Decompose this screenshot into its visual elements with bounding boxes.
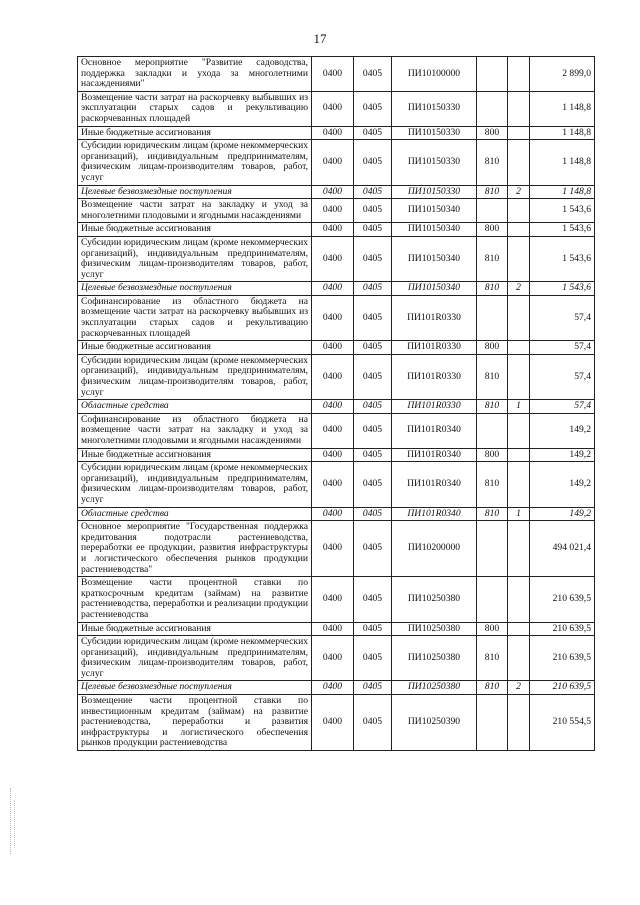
target-article-cell: ПИ101R0330 — [392, 400, 477, 414]
amount-cell: 1 148,8 — [530, 185, 595, 199]
target-article-cell: ПИ101R0340 — [392, 413, 477, 448]
table-row — [78, 57, 595, 92]
amount-cell: 2 899,0 — [530, 57, 595, 92]
target-article-cell: ПИ10150330 — [392, 126, 477, 140]
row-name-cell: Иные бюджетные ассигнования — [78, 622, 312, 636]
table-row — [78, 622, 595, 636]
expense-type-cell — [477, 521, 508, 577]
section-code-cell: 0400 — [312, 400, 354, 414]
amount-cell: 210 639,5 — [530, 577, 595, 622]
table-row — [78, 223, 595, 237]
table-row — [78, 354, 595, 399]
section-code-cell: 0400 — [312, 413, 354, 448]
source-cell — [508, 622, 530, 636]
target-article-cell: ПИ10150340 — [392, 282, 477, 296]
table-row — [78, 282, 595, 296]
row-name-cell: Субсидии юридическим лицам (кроме некоммерческих организаций), индивидуальным предпринимателям, физическим лицам-производителям товаров, работ, услуг — [78, 236, 312, 281]
table-row — [78, 341, 595, 355]
table-row — [78, 507, 595, 521]
target-article-cell: ПИ10150330 — [392, 91, 477, 126]
section-code-cell: 0400 — [312, 57, 354, 92]
source-cell — [508, 295, 530, 340]
expense-type-cell — [477, 695, 508, 751]
target-article-cell: ПИ101R0330 — [392, 354, 477, 399]
section-code-cell: 0400 — [312, 199, 354, 223]
amount-cell: 57,4 — [530, 400, 595, 414]
row-name-cell: Возмещение части затрат на закладку и уход за многолетними плодовыми и ягодными насаждениями — [78, 199, 312, 223]
expense-type-cell: 800 — [477, 341, 508, 355]
amount-cell: 1 148,8 — [530, 126, 595, 140]
target-article-cell: ПИ10150340 — [392, 199, 477, 223]
row-name-cell: Возмещение части процентной ставки по инвестиционным кредитам (займам) на развитие растениеводства, переработки и развития инфраструктуры и логистического обеспечения рынков продукции растениеводства — [78, 695, 312, 751]
subsection-code-cell: 0405 — [354, 91, 392, 126]
subsection-code-cell: 0405 — [354, 295, 392, 340]
section-code-cell: 0400 — [312, 295, 354, 340]
target-article-cell: ПИ10150340 — [392, 236, 477, 281]
page-number: 17 — [313, 31, 327, 46]
table-row — [78, 140, 595, 185]
subsection-code-cell: 0405 — [354, 236, 392, 281]
section-code-cell: 0400 — [312, 185, 354, 199]
expense-type-cell: 810 — [477, 462, 508, 507]
target-article-cell: ПИ10150330 — [392, 185, 477, 199]
source-cell — [508, 413, 530, 448]
row-name-cell: Иные бюджетные ассигнования — [78, 126, 312, 140]
target-article-cell: ПИ101R0340 — [392, 507, 477, 521]
source-cell — [508, 126, 530, 140]
row-name-cell: Субсидии юридическим лицам (кроме некоммерческих организаций), индивидуальным предпринимателям, физическим лицам-производителям товаров, работ, услуг — [78, 636, 312, 681]
row-name-cell: Целевые безвозмездные поступления — [78, 282, 312, 296]
expense-type-cell: 810 — [477, 185, 508, 199]
section-code-cell: 0400 — [312, 140, 354, 185]
amount-cell: 57,4 — [530, 354, 595, 399]
expense-type-cell: 810 — [477, 681, 508, 695]
table-row — [78, 681, 595, 695]
expense-type-cell: 810 — [477, 400, 508, 414]
section-code-cell: 0400 — [312, 681, 354, 695]
table-row — [78, 185, 595, 199]
section-code-cell: 0400 — [312, 223, 354, 237]
amount-cell: 210 639,5 — [530, 681, 595, 695]
subsection-code-cell: 0405 — [354, 577, 392, 622]
section-code-cell: 0400 — [312, 636, 354, 681]
amount-cell: 210 554,5 — [530, 695, 595, 751]
table-row — [78, 413, 595, 448]
table-row — [78, 126, 595, 140]
subsection-code-cell: 0405 — [354, 462, 392, 507]
expense-type-cell: 810 — [477, 282, 508, 296]
target-article-cell: ПИ101R0340 — [392, 462, 477, 507]
amount-cell: 149,2 — [530, 448, 595, 462]
subsection-code-cell: 0405 — [354, 223, 392, 237]
row-name-cell: Софинансирование из областного бюджета на возмещение части затрат на раскорчевку выбывших из эксплуатации старых садов и рекультивацию раскорчеванных площадей — [78, 295, 312, 340]
section-code-cell: 0400 — [312, 282, 354, 296]
section-code-cell: 0400 — [312, 448, 354, 462]
target-article-cell: ПИ10250380 — [392, 681, 477, 695]
table-row — [78, 236, 595, 281]
row-name-cell: Возмещение части затрат на раскорчевку выбывших из эксплуатации старых садов и рекультивацию раскорчеванных площадей — [78, 91, 312, 126]
table-row — [78, 577, 595, 622]
expense-type-cell: 810 — [477, 236, 508, 281]
subsection-code-cell: 0405 — [354, 521, 392, 577]
table-row — [78, 695, 595, 751]
expense-type-cell: 800 — [477, 126, 508, 140]
amount-cell: 1 543,6 — [530, 199, 595, 223]
target-article-cell: ПИ10250380 — [392, 636, 477, 681]
section-code-cell: 0400 — [312, 236, 354, 281]
source-cell — [508, 354, 530, 399]
subsection-code-cell: 0405 — [354, 140, 392, 185]
source-cell — [508, 521, 530, 577]
section-code-cell: 0400 — [312, 521, 354, 577]
subsection-code-cell: 0405 — [354, 448, 392, 462]
target-article-cell: ПИ10200000 — [392, 521, 477, 577]
source-cell — [508, 636, 530, 681]
row-name-cell: Субсидии юридическим лицам (кроме некоммерческих организаций), индивидуальным предпринимателям, физическим лицам-производителям товаров, работ, услуг — [78, 140, 312, 185]
source-cell: 1 — [508, 400, 530, 414]
subsection-code-cell: 0405 — [354, 695, 392, 751]
budget-table-body — [78, 57, 595, 751]
source-cell — [508, 695, 530, 751]
expense-type-cell — [477, 295, 508, 340]
expense-type-cell: 800 — [477, 448, 508, 462]
table-row — [78, 636, 595, 681]
expense-type-cell — [477, 91, 508, 126]
source-cell: 2 — [508, 185, 530, 199]
subsection-code-cell: 0405 — [354, 681, 392, 695]
target-article-cell: ПИ10250380 — [392, 622, 477, 636]
source-cell — [508, 236, 530, 281]
subsection-code-cell: 0405 — [354, 354, 392, 399]
section-code-cell: 0400 — [312, 462, 354, 507]
subsection-code-cell: 0405 — [354, 400, 392, 414]
amount-cell: 1 543,6 — [530, 236, 595, 281]
target-article-cell: ПИ10150330 — [392, 140, 477, 185]
source-cell — [508, 448, 530, 462]
target-article-cell: ПИ101R0340 — [392, 448, 477, 462]
row-name-cell: Иные бюджетные ассигнования — [78, 448, 312, 462]
expense-type-cell — [477, 57, 508, 92]
section-code-cell: 0400 — [312, 507, 354, 521]
expense-type-cell: 810 — [477, 636, 508, 681]
expense-type-cell — [477, 577, 508, 622]
target-article-cell: ПИ10250380 — [392, 577, 477, 622]
subsection-code-cell: 0405 — [354, 185, 392, 199]
target-article-cell: ПИ10150340 — [392, 223, 477, 237]
section-code-cell: 0400 — [312, 622, 354, 636]
section-code-cell: 0400 — [312, 126, 354, 140]
table-row — [78, 295, 595, 340]
source-cell — [508, 462, 530, 507]
amount-cell: 1 543,6 — [530, 282, 595, 296]
amount-cell: 57,4 — [530, 295, 595, 340]
amount-cell: 210 639,5 — [530, 622, 595, 636]
source-cell: 1 — [508, 507, 530, 521]
source-cell: 2 — [508, 282, 530, 296]
expense-type-cell — [477, 199, 508, 223]
expense-type-cell: 810 — [477, 507, 508, 521]
subsection-code-cell: 0405 — [354, 507, 392, 521]
row-name-cell: Возмещение части процентной ставки по краткосрочным кредитам (займам) на развитие растениеводства, переработки и реализации продукции растениеводства — [78, 577, 312, 622]
expense-type-cell: 810 — [477, 140, 508, 185]
source-cell — [508, 577, 530, 622]
scan-margin-marks — [14, 800, 17, 848]
table-row — [78, 448, 595, 462]
expense-type-cell — [477, 413, 508, 448]
source-cell — [508, 341, 530, 355]
subsection-code-cell: 0405 — [354, 341, 392, 355]
budget-table — [77, 56, 595, 751]
amount-cell: 149,2 — [530, 462, 595, 507]
row-name-cell: Субсидии юридическим лицам (кроме некоммерческих организаций), индивидуальным предпринимателям, физическим лицам-производителям товаров, работ, услуг — [78, 354, 312, 399]
row-name-cell: Основное мероприятие "Развитие садоводства, поддержка закладки и ухода за многолетними насаждениями" — [78, 57, 312, 92]
row-name-cell: Иные бюджетные ассигнования — [78, 223, 312, 237]
amount-cell: 1 148,8 — [530, 140, 595, 185]
row-name-cell: Целевые безвозмездные поступления — [78, 185, 312, 199]
row-name-cell: Софинансирование из областного бюджета на возмещение части затрат на закладку и уход за многолетними плодовыми и ягодными насаждениями — [78, 413, 312, 448]
amount-cell: 149,2 — [530, 413, 595, 448]
row-name-cell: Иные бюджетные ассигнования — [78, 341, 312, 355]
amount-cell: 1 148,8 — [530, 91, 595, 126]
subsection-code-cell: 0405 — [354, 57, 392, 92]
source-cell: 2 — [508, 681, 530, 695]
row-name-cell: Целевые безвозмездные поступления — [78, 681, 312, 695]
row-name-cell: Субсидии юридическим лицам (кроме некоммерческих организаций), индивидуальным предпринимателям, физическим лицам-производителям товаров, работ, услуг — [78, 462, 312, 507]
source-cell — [508, 199, 530, 223]
amount-cell: 210 639,5 — [530, 636, 595, 681]
table-row — [78, 462, 595, 507]
target-article-cell: ПИ10250390 — [392, 695, 477, 751]
target-article-cell: ПИ101R0330 — [392, 295, 477, 340]
row-name-cell: Областные средства — [78, 507, 312, 521]
subsection-code-cell: 0405 — [354, 413, 392, 448]
row-name-cell: Областные средства — [78, 400, 312, 414]
source-cell — [508, 57, 530, 92]
expense-type-cell: 800 — [477, 223, 508, 237]
section-code-cell: 0400 — [312, 341, 354, 355]
target-article-cell: ПИ101R0330 — [392, 341, 477, 355]
subsection-code-cell: 0405 — [354, 126, 392, 140]
subsection-code-cell: 0405 — [354, 199, 392, 223]
amount-cell: 57,4 — [530, 341, 595, 355]
section-code-cell: 0400 — [312, 91, 354, 126]
source-cell — [508, 91, 530, 126]
section-code-cell: 0400 — [312, 695, 354, 751]
subsection-code-cell: 0405 — [354, 282, 392, 296]
target-article-cell: ПИ10100000 — [392, 57, 477, 92]
table-row — [78, 91, 595, 126]
source-cell — [508, 140, 530, 185]
amount-cell: 494 021,4 — [530, 521, 595, 577]
table-row — [78, 521, 595, 577]
expense-type-cell: 810 — [477, 354, 508, 399]
table-row — [78, 199, 595, 223]
row-name-cell: Основное мероприятие "Государственная поддержка кредитования подотрасли растениеводства, переработки ее продукции, развития инфраструктуры и логистического обеспечения рынков продукции растениеводства" — [78, 521, 312, 577]
amount-cell: 149,2 — [530, 507, 595, 521]
source-cell — [508, 223, 530, 237]
expense-type-cell: 800 — [477, 622, 508, 636]
subsection-code-cell: 0405 — [354, 636, 392, 681]
amount-cell: 1 543,6 — [530, 223, 595, 237]
table-row — [78, 400, 595, 414]
section-code-cell: 0400 — [312, 577, 354, 622]
subsection-code-cell: 0405 — [354, 622, 392, 636]
section-code-cell: 0400 — [312, 354, 354, 399]
scan-margin-marks — [10, 788, 13, 854]
